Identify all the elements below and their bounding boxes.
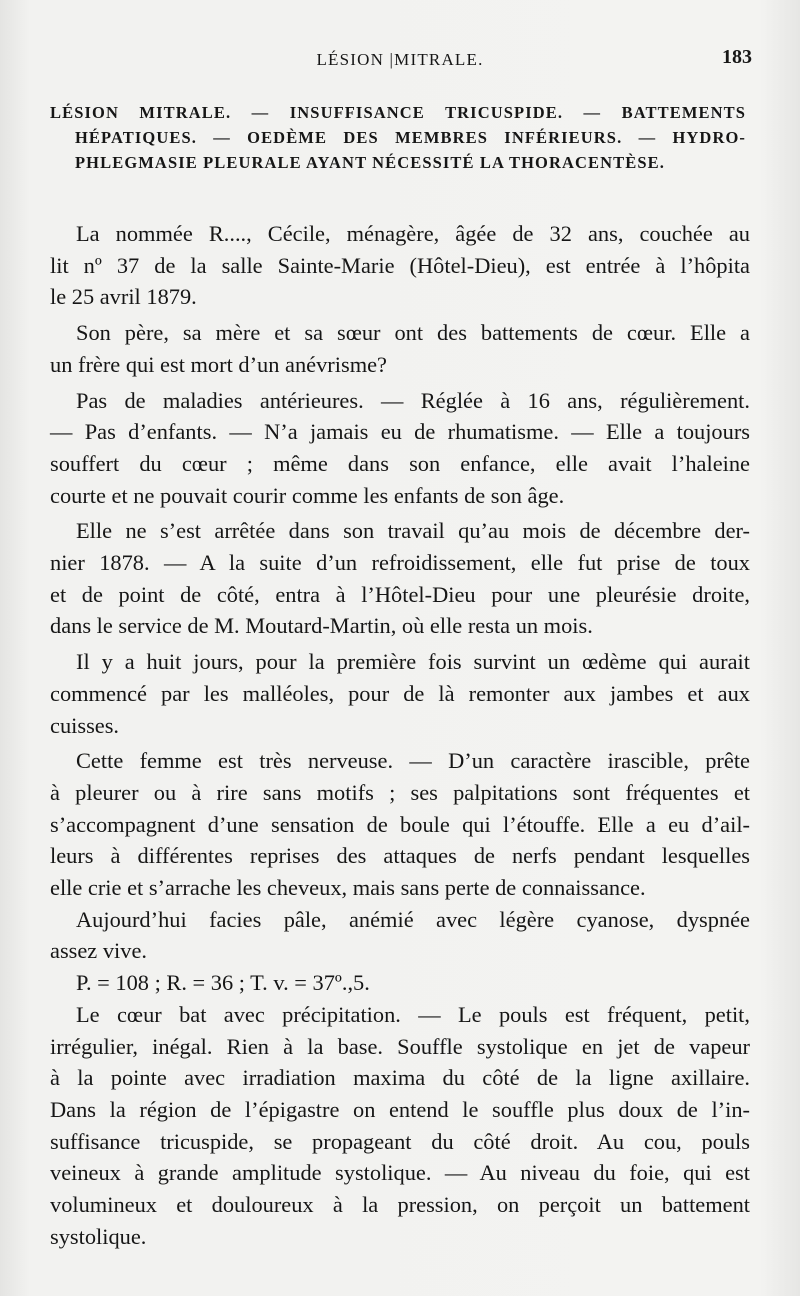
text-line: lit nº 37 de la salle Sainte-Marie (Hôtel-Dieu), est entrée à l’hôpita — [50, 252, 750, 278]
text-line: leurs à différentes reprises des attaques de nerfs pendant lesquelles — [50, 843, 750, 869]
text-line: commencé par les malléoles, pour de là remonter aux jambes et aux — [50, 680, 750, 706]
case-body — [50, 218, 750, 1253]
text-line: et de point de côté, entra à l’Hôtel-Dieu pour une pleurésie droite, — [50, 581, 750, 607]
paragraph-edema-onset — [50, 646, 750, 741]
text-line: Pas de maladies antérieures. — Réglée à 16 ans, régulièrement. — [76, 387, 750, 413]
text-line: le 25 avril 1879. — [50, 284, 197, 310]
text-line: Cette femme est très nerveuse. — D’un caractère irascible, prête — [76, 748, 750, 774]
case-heading — [50, 100, 746, 175]
text-line: Il y a huit jours, pour la première fois survint un œdème qui aurait — [76, 649, 750, 675]
page-number: 183 — [722, 46, 752, 68]
text-line: souffert du cœur ; même dans son enfance, elle avait l’haleine — [50, 450, 750, 476]
heading-line: LÉSION MITRALE. — INSUFFISANCE TRICUSPIDE. — BATTEMENTS — [50, 103, 746, 122]
running-title: LÉSION |MITRALE. — [316, 50, 484, 69]
text-line: dans le service de M. Moutard-Martin, où elle resta un mois. — [50, 613, 593, 639]
text-line: systolique. — [50, 1223, 147, 1249]
text-line: à la pointe avec irradiation maxima du côté de la ligne axillaire. — [50, 1065, 750, 1091]
paragraph-patient-intro — [50, 218, 750, 313]
text-line: Le cœur bat avec précipitation. — Le pouls est fréquent, petit, — [76, 1001, 750, 1027]
text-line: un frère qui est mort d’un anévrisme? — [50, 351, 387, 377]
heading-line: PHLEGMASIE PLEURALE AYANT NÉCESSITÉ LA THORACENTÈSE. — [75, 153, 665, 172]
text-line: cuisses. — [50, 712, 120, 738]
text-line: elle crie et s’arrache les cheveux, mais sans perte de connaissance. — [50, 875, 646, 901]
text-line: courte et ne pouvait courir comme les enfants de son âge. — [50, 482, 565, 508]
text-line: — Pas d’enfants. — N’a jamais eu de rhumatisme. — Elle a toujours — [50, 419, 750, 445]
heading-line: HÉPATIQUES. — OEDÈME DES MEMBRES INFÉRIEURS. — HYDRO- — [75, 128, 746, 147]
running-header — [0, 46, 800, 76]
text-line: suffisance tricuspide, se propageant du côté droit. Au cou, pouls — [50, 1128, 750, 1154]
paragraph-vitals — [50, 967, 750, 999]
text-line: nier 1878. — A la suite d’un refroidissement, elle fut prise de toux — [50, 550, 750, 576]
paragraph-current-state — [50, 904, 750, 967]
text-line: assez vive. — [50, 938, 147, 964]
text-line: volumineux et douloureux à la pression, on perçoit un battement — [50, 1192, 750, 1218]
paragraph-medical-history — [50, 385, 750, 512]
text-line: Aujourd’hui facies pâle, anémié avec légère cyanose, dyspnée — [76, 906, 750, 932]
text-line: P. = 108 ; R. = 36 ; T. v. = 37º.,5. — [76, 970, 370, 996]
text-line: Son père, sa mère et sa sœur ont des battements de cœur. Elle a — [76, 320, 750, 346]
paragraph-temperament — [50, 745, 750, 904]
paragraph-family-history — [50, 317, 750, 380]
paragraph-cardiac-exam — [50, 999, 750, 1253]
text-line: veineux à grande amplitude systolique. — Au niveau du foie, qui est — [50, 1160, 750, 1186]
text-line: s’accompagnent d’une sensation de boule qui l’étouffe. Elle a eu d’ail- — [50, 811, 750, 837]
paragraph-work-stop — [50, 515, 750, 642]
text-line: Elle ne s’est arrêtée dans son travail qu’au mois de décembre der- — [76, 518, 750, 544]
text-line: Dans la région de l’épigastre on entend le souffle plus doux de l’in- — [50, 1096, 750, 1122]
text-line: La nommée R...., Cécile, ménagère, âgée de 32 ans, couchée au — [76, 221, 750, 246]
text-line: irrégulier, inégal. Rien à la base. Souffle systolique en jet de vapeur — [50, 1033, 750, 1059]
text-line: à pleurer ou à rire sans motifs ; ses palpitations sont fréquentes et — [50, 779, 750, 805]
